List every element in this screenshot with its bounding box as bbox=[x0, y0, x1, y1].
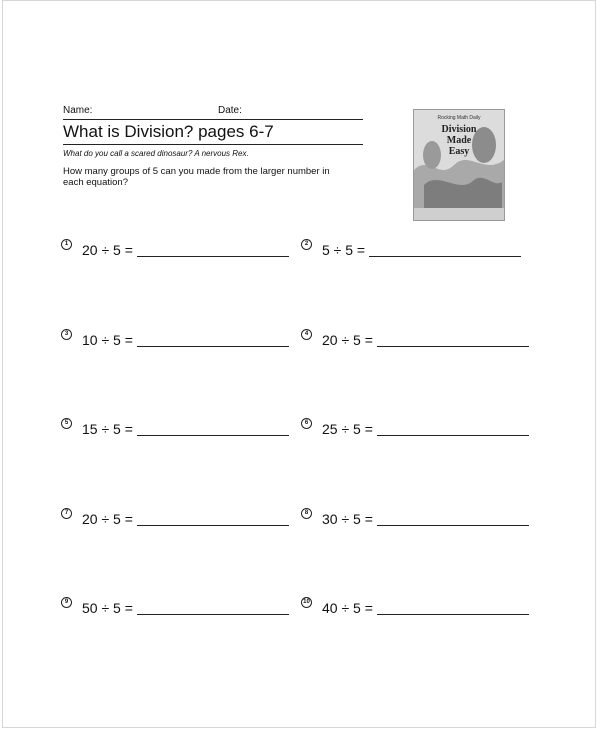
answer-blank[interactable] bbox=[137, 614, 289, 615]
cover-title-line1: Division bbox=[441, 124, 477, 135]
answer-blank[interactable] bbox=[137, 256, 289, 257]
problem-number-badge: 6 bbox=[301, 418, 312, 429]
worksheet-title: What is Division? pages 6-7 bbox=[63, 122, 363, 145]
name-date-line bbox=[63, 105, 363, 120]
problem-number-badge: 3 bbox=[61, 329, 72, 340]
problem-4 bbox=[301, 329, 541, 349]
answer-blank[interactable] bbox=[137, 525, 289, 526]
problem-2 bbox=[301, 239, 541, 259]
problem-10 bbox=[301, 597, 541, 617]
answer-blank[interactable] bbox=[377, 525, 529, 526]
problem-equation: 30 ÷ 5 = bbox=[322, 511, 373, 527]
answer-blank[interactable] bbox=[377, 435, 529, 436]
dinosaur-joke: What do you call a scared dinosaur? A nervous Rex. bbox=[63, 149, 249, 158]
problem-5 bbox=[61, 418, 301, 438]
problem-number-badge: 8 bbox=[301, 508, 312, 519]
answer-blank[interactable] bbox=[137, 346, 289, 347]
problem-equation: 25 ÷ 5 = bbox=[322, 421, 373, 437]
problem-equation: 40 ÷ 5 = bbox=[322, 600, 373, 616]
problem-3 bbox=[61, 329, 301, 349]
problem-9 bbox=[61, 597, 301, 617]
problem-equation: 50 ÷ 5 = bbox=[82, 600, 133, 616]
problem-number-badge: 1 bbox=[61, 239, 72, 250]
problem-number-badge: 9 bbox=[61, 597, 72, 608]
problem-number-badge: 4 bbox=[301, 329, 312, 340]
answer-blank[interactable] bbox=[377, 346, 529, 347]
name-label: Name: bbox=[63, 105, 93, 116]
problem-equation: 5 ÷ 5 = bbox=[322, 242, 366, 258]
problem-7 bbox=[61, 508, 301, 528]
instructions: How many groups of 5 can you made from the larger number in each equation? bbox=[63, 166, 330, 188]
problem-equation: 20 ÷ 5 = bbox=[82, 242, 133, 258]
problem-equation: 15 ÷ 5 = bbox=[82, 421, 133, 437]
cover-title-line2: Made bbox=[446, 135, 472, 146]
answer-blank[interactable] bbox=[369, 256, 521, 257]
problem-1 bbox=[61, 239, 301, 259]
problem-equation: 20 ÷ 5 = bbox=[82, 511, 133, 527]
answer-blank[interactable] bbox=[137, 435, 289, 436]
problem-6 bbox=[301, 418, 541, 438]
cover-title-line3: Easy bbox=[448, 146, 470, 157]
problem-number-badge: 5 bbox=[61, 418, 72, 429]
worksheet-page bbox=[2, 0, 596, 728]
problem-equation: 10 ÷ 5 = bbox=[82, 332, 133, 348]
cover-series: Rocking Math Daily bbox=[437, 115, 481, 121]
book-cover-image bbox=[413, 109, 505, 221]
problem-equation: 20 ÷ 5 = bbox=[322, 332, 373, 348]
problem-number-badge: 2 bbox=[301, 239, 312, 250]
problem-number-badge: 7 bbox=[61, 508, 72, 519]
date-label: Date: bbox=[218, 105, 242, 116]
problem-number-badge: 10 bbox=[301, 597, 312, 608]
answer-blank[interactable] bbox=[377, 614, 529, 615]
problem-8 bbox=[301, 508, 541, 528]
